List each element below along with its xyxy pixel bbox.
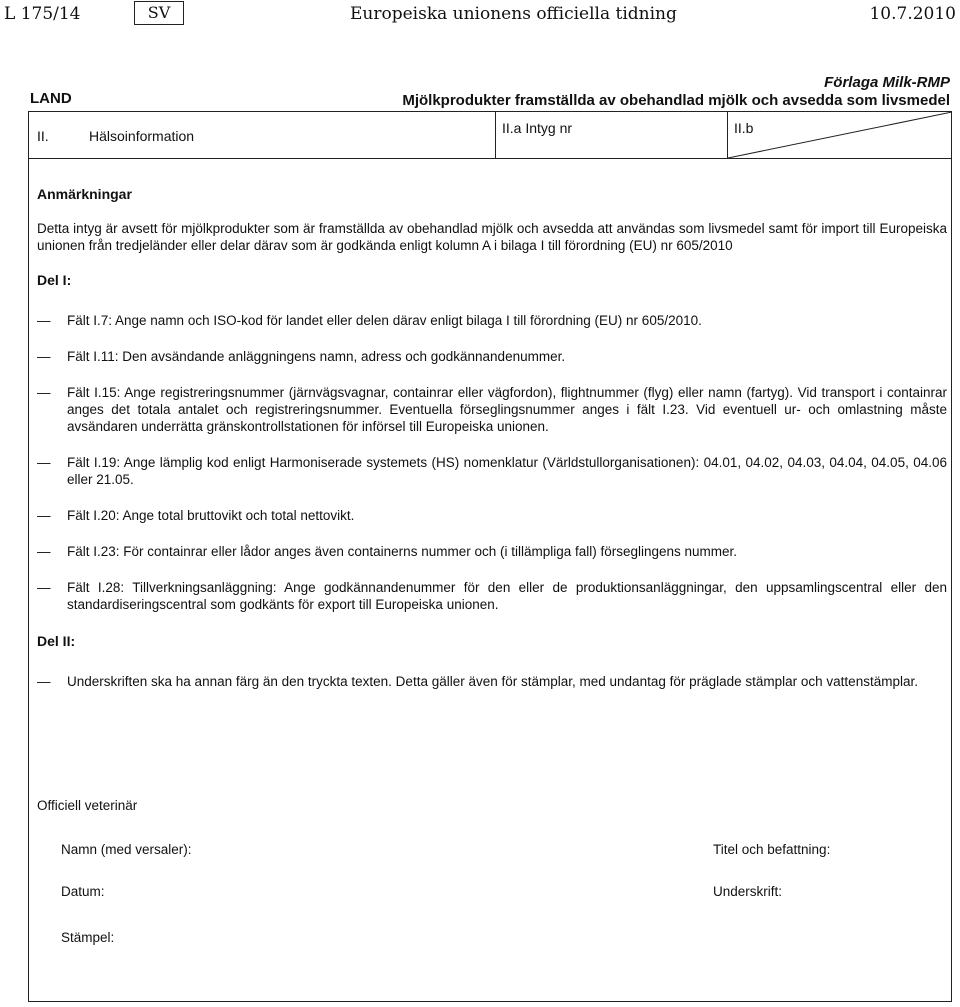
certificate-reference-label: II.a Intyg nr [502,120,573,136]
page-number: L 175/14 [4,4,81,24]
part-title: Hälsoinformation [89,128,195,144]
stamp-field-label: Stämpel: [61,930,115,945]
part1-item: — Fält I.7: Ange namn och ISO-kod för landet eller delen därav enligt bilaga I till förordning (EU) nr 605/2010. [37,312,947,329]
language-code-box: SV [134,1,184,25]
certificate-title: Mjölkprodukter framställda av obehandlad mjölk och avsedda som livsmedel [402,92,950,109]
field-iib-label: II.b [734,120,754,136]
part1-item: — Fält I.20: Ange total bruttovikt och total nettovikt. [37,507,947,524]
country-label: LAND [30,90,72,107]
title-field-label: Titel och befattning: [713,842,831,857]
certificate-frame [28,111,952,1002]
part-header-row [29,112,951,159]
part2-heading: Del II: [37,633,76,649]
part1-item: — Fält I.11: Den avsändande anläggningens namn, adress och godkännandenummer. [37,348,947,365]
notes-intro: Detta intyg är avsett för mjölkprodukter som är framställda av obehandlad mjölk och avsedda att användas som livsmedel samt för import till Europeiska unionen från tredjeländer eller delar därav som är godkända enligt kolumn A i bilaga I till förordning (EU) nr 605/2010 [37,221,947,253]
part1-item: — Fält I.19: Ange lämplig kod enligt Harmoniserade systemets (HS) nomenklatur (Världstullorganisationen): 04.01, 04.02, 04.03, 04.04, 04.05, 04.06 eller 21.05. [37,454,947,488]
official-veterinarian-label: Officiell veterinär [37,798,138,813]
field-iib-cell[interactable] [727,112,952,158]
part1-item: — Fält I.15: Ange registreringsnummer (järnvägsvagnar, containrar eller vägfordon), flightnummer (flyg) eller namn (fartyg). Vid transport i containrar anges det totala antalet och registreringsnummer. Eventuella förseglingsnummer anges i fält I.23. Vid eventuell ur- och omlastning måste avsändaren underrätta gränskontrollstationen för införsel till Europeiska unionen. [37,384,947,435]
part2-item: — Underskriften ska ha annan färg än den tryckta texten. Detta gäller även för stämplar, med undantag för präglade stämplar och vattenstämplar. [37,673,947,690]
journal-header [0,0,960,32]
journal-title: Europeiska unionens officiella tidning [350,4,677,24]
notes-body [37,158,947,690]
publication-date: 10.7.2010 [869,4,956,24]
date-field-label: Datum: [61,884,105,899]
part1-item: — Fält I.28: Tillverkningsanläggning: Ange godkännandenummer för den eller de produktionsanläggningar, den uppsamlingscentral eller den standardiseringscentral som godkänts för export till Europeiska unionen. [37,579,947,613]
certificate-model: Förlaga Milk-RMP [824,74,950,91]
part1-heading: Del I: [37,272,72,288]
signature-field-label: Underskrift: [713,884,783,899]
part1-item: — Fält I.23: För containrar eller lådor anges även containerns nummer och (i tillämpliga fall) förseglingens nummer. [37,543,947,560]
name-field-label: Namn (med versaler): [61,842,192,857]
certificate-reference-cell[interactable] [495,112,728,158]
diagonal-strike-line [728,112,952,158]
notes-heading: Anmärkningar [37,186,132,202]
part-number: II. [37,128,49,144]
